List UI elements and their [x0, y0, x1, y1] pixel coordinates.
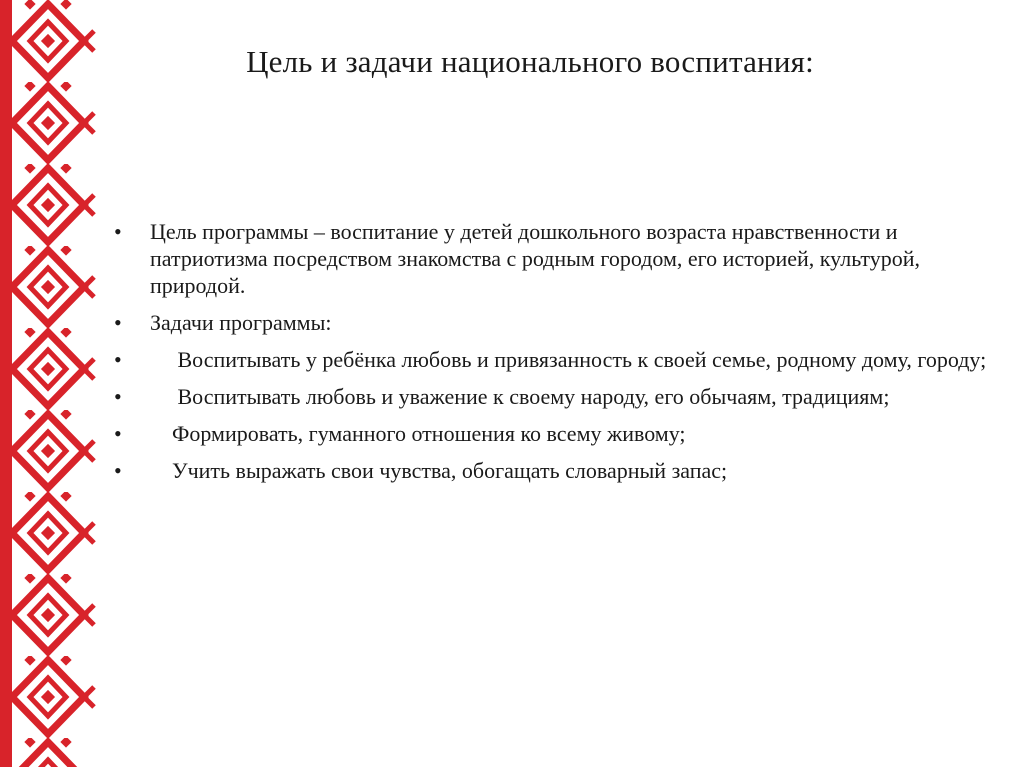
item-text: Воспитывать у ребёнка любовь и привязанность к своей семье, родному дому, городу; [150, 347, 987, 372]
list-item [110, 457, 990, 484]
bullet-icon: • [114, 310, 122, 335]
item-text: Воспитывать любовь и уважение к своему народу, его обычаям, традициям; [150, 384, 890, 409]
ornament-pattern [12, 0, 96, 767]
list-item [110, 309, 990, 336]
list-item [110, 420, 990, 447]
item-text: Учить выражать свои чувства, обогащать словарный запас; [150, 458, 728, 483]
bullet-list [110, 218, 990, 494]
bullet-icon: • [114, 219, 122, 244]
list-item [110, 346, 990, 373]
list-item [110, 383, 990, 410]
ornament-stripe [0, 0, 12, 767]
item-text: Задачи программы: [150, 310, 332, 335]
bullet-icon: • [114, 421, 122, 446]
slide-title: Цель и задачи национального воспитания: [246, 44, 814, 79]
list-item [110, 218, 990, 299]
folk-ornament-border [0, 0, 96, 767]
item-text: Цель программы – воспитание у детей дошкольного возраста нравственности и патриотизма посредством знакомства с родным городом, его историей, культурой, природой. [150, 219, 926, 298]
item-text: Формировать, гуманного отношения ко всему живому; [150, 421, 686, 446]
bullet-icon: • [114, 347, 122, 372]
bullet-icon: • [114, 458, 122, 483]
bullet-icon: • [114, 384, 122, 409]
